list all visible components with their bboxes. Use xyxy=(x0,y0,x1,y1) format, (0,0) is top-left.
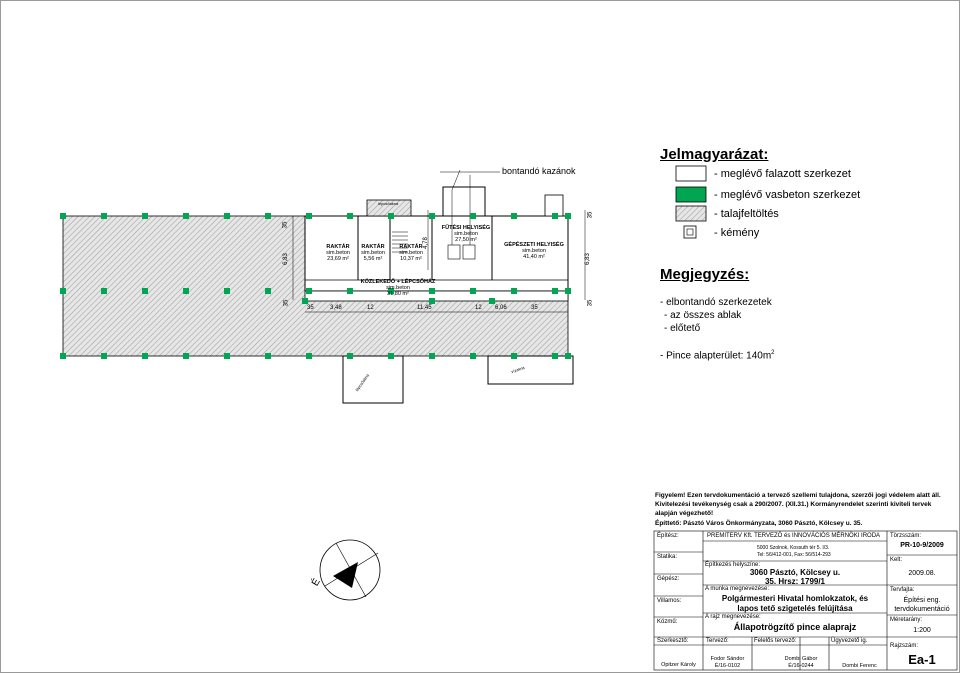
note-area-sup: 2 xyxy=(771,350,775,356)
room-name: RAKTÁR xyxy=(361,244,385,250)
room-area: 23,69 m² xyxy=(327,256,349,262)
concrete-column xyxy=(302,298,308,304)
dim-h-6: 35 xyxy=(531,305,538,311)
concrete-column xyxy=(101,213,107,219)
dim-v-1: 6,83 xyxy=(282,253,289,265)
room-floor: sim.beton xyxy=(326,250,350,256)
room-floor: sim.beton xyxy=(454,231,478,237)
tb-drawing-label: A rajz megnevezése: xyxy=(705,614,761,620)
legend-swatch-masonry xyxy=(676,166,706,181)
concrete-column xyxy=(429,353,435,359)
concrete-column xyxy=(224,213,230,219)
note-line-1: - elbontandó szerkezetek xyxy=(660,297,772,308)
tb-kelt-label: Kelt: xyxy=(890,557,903,563)
concrete-column xyxy=(429,213,435,219)
dim-h-3: 11,45 xyxy=(417,305,432,311)
legend-item-backfill: - talajfeltöltés xyxy=(714,208,779,220)
concrete-column xyxy=(142,353,148,359)
tb-meretarany: 1:200 xyxy=(913,627,931,634)
north-arrow xyxy=(320,540,380,600)
concrete-column xyxy=(388,353,394,359)
concrete-column xyxy=(183,353,189,359)
concrete-column xyxy=(60,213,66,219)
label-water-shaft: vízakna xyxy=(510,364,526,375)
tb-name-editor: Opitzer Károly xyxy=(661,662,696,668)
chimney-block xyxy=(545,195,563,216)
warning-line-1: Figyelem! Ezen tervdokumentáció a tervező szellemi tulajdona, szerzői jogi védelem alatt áll. xyxy=(655,492,941,499)
room-floor: sim.beton xyxy=(386,285,410,291)
concrete-column xyxy=(101,288,107,294)
room-floor: sim.beton xyxy=(399,250,423,256)
concrete-column xyxy=(101,353,107,359)
tb-office: PREMITERV Kft. TERVEZŐ és INNOVÁCIÓS MÉRNÖKI IRODA xyxy=(707,533,881,539)
light-well-left xyxy=(343,356,403,403)
room-gepeszeti xyxy=(500,242,568,260)
room-name: RAKTÁR xyxy=(399,244,423,250)
concrete-column xyxy=(429,298,435,304)
concrete-column xyxy=(470,213,476,219)
tb-role-designer: Tervező: xyxy=(706,638,729,644)
concrete-column xyxy=(265,288,271,294)
tb-tervfajta-label: Tervfajta: xyxy=(890,587,915,593)
concrete-column xyxy=(347,353,353,359)
concrete-column xyxy=(183,213,189,219)
warning-line-2: Kivitelezési tevékenység csak a 290/2007. (XII.31.) Kormányrendelet szerinti kiviteli tervek xyxy=(655,501,932,508)
builder-line: Építtető: Pásztó Város Önkormányzata, 3060 Pásztó, Kölcsey u. 35. xyxy=(655,520,863,527)
room-area: 27,50 m² xyxy=(455,237,477,243)
tb-kelt: 2009.08. xyxy=(908,570,936,577)
concrete-column xyxy=(388,213,394,219)
dim-h-4: 12 xyxy=(475,305,482,311)
room-area: 5,56 m² xyxy=(363,256,383,262)
room-floor: sim.beton xyxy=(522,248,546,254)
note-line-3: - előtető xyxy=(664,323,701,334)
warning-line-3: alapján végezhető! xyxy=(655,510,714,517)
legend-item-chimney: - kémény xyxy=(714,227,760,239)
concrete-column xyxy=(552,353,558,359)
tb-work-1: Polgármesteri Hivatal homlokzatok, és xyxy=(721,594,869,603)
tb-torzsszam-label: Törzsszám: xyxy=(890,533,922,539)
tb-site-label: Építkezés helyszíne: xyxy=(705,562,761,568)
room-raktar-1 xyxy=(320,244,356,262)
tb-torzsszam: PR-10-9/2009 xyxy=(900,542,944,549)
concrete-column xyxy=(565,288,571,294)
north-label: É xyxy=(309,576,323,589)
tb-code-designer: É/16-0102 xyxy=(714,663,741,669)
tb-tervfajta-2: tervdokumentáció xyxy=(894,606,950,613)
concrete-column xyxy=(224,353,230,359)
concrete-column xyxy=(511,353,517,359)
tb-office-addr-2: Tel: 56/412-001, Fax: 56/514-293 xyxy=(757,552,831,558)
concrete-column xyxy=(347,288,353,294)
dim-v-3: 4,78 xyxy=(422,237,429,249)
room-name: GÉPÉSZETI HELYISÉG xyxy=(504,242,564,248)
tb-role-statics: Statika: xyxy=(657,554,678,560)
note-area-text: - Pince alapterület: 140m xyxy=(660,350,772,362)
light-well-right xyxy=(488,356,573,384)
tb-name-designer: Fodor Sándor xyxy=(710,656,745,662)
concrete-column xyxy=(552,288,558,294)
concrete-column xyxy=(306,288,312,294)
concrete-column xyxy=(306,353,312,359)
room-name: FŰTÉSI HELYISÉG xyxy=(441,225,491,231)
tb-role-electrical: Villamos: xyxy=(657,598,682,604)
note-line-2: - az összes ablak xyxy=(664,310,742,321)
tb-role-mechanical: Gépész: xyxy=(657,576,680,582)
dim-h-5: 6,06 xyxy=(495,305,507,311)
room-area: 41,40 m² xyxy=(523,254,545,260)
boiler-room-top xyxy=(443,187,485,216)
concrete-column xyxy=(552,213,558,219)
tb-name-director: Dombi Ferenc xyxy=(842,663,877,669)
dim-h-2: 12 xyxy=(367,305,374,311)
tb-work-label: A munka megnevezése: xyxy=(705,586,770,592)
legend-swatch-concrete xyxy=(676,187,706,202)
room-raktar-2 xyxy=(358,244,388,262)
tb-role-director: Ügyvezető ig. xyxy=(831,638,868,644)
concrete-column xyxy=(60,288,66,294)
label-stair-shaft-bottom: lépcsőakna xyxy=(354,372,370,393)
notes-title: Megjegyzés: xyxy=(660,266,750,283)
dim-v-4: 35 xyxy=(587,211,594,219)
room-floor: sim.beton xyxy=(361,250,385,256)
concrete-column xyxy=(265,353,271,359)
tb-office-addr-1: 5000 Szolnok, Kossuth tér 5. I/3. xyxy=(757,545,830,551)
room-kozlekedo xyxy=(358,279,438,297)
concrete-column xyxy=(306,213,312,219)
tb-site-1: 3060 Pásztó, Kölcsey u. xyxy=(749,568,841,577)
tb-role-resp-designer: Felelős tervező: xyxy=(754,638,797,644)
label-stair-shaft-top: lépcsőakna xyxy=(378,201,399,206)
concrete-column xyxy=(142,288,148,294)
room-name: RAKTÁR xyxy=(326,244,350,250)
legend-item-concrete: - meglévő vasbeton szerkezet xyxy=(714,189,861,201)
concrete-column xyxy=(142,213,148,219)
top-label: bontandó kazánok xyxy=(502,166,576,176)
dim-v-6: 35 xyxy=(587,299,594,307)
tb-drawing-name: Állapotrögzítő pince alaprajz xyxy=(733,622,857,632)
concrete-column xyxy=(511,288,517,294)
tb-role-editor: Szerkesztő: xyxy=(657,638,689,644)
concrete-column xyxy=(265,213,271,219)
concrete-column xyxy=(60,353,66,359)
room-futesi xyxy=(440,225,492,243)
concrete-column xyxy=(489,298,495,304)
concrete-column xyxy=(470,288,476,294)
tb-rajzszam: Ea-1 xyxy=(908,652,936,667)
tb-role-architect: Építész: xyxy=(657,533,679,539)
concrete-column xyxy=(347,213,353,219)
room-name: KÖZLEKEDŐ + LÉPCSŐHÁZ xyxy=(360,279,436,285)
dim-v-0: 35 xyxy=(282,221,289,229)
dim-h-0: 35 xyxy=(307,305,314,311)
tb-rajzszam-label: Rajzszám: xyxy=(890,643,919,649)
concrete-column xyxy=(565,213,571,219)
dim-v-5: 6,83 xyxy=(584,253,591,265)
legend-title: Jelmagyarázat: xyxy=(660,146,769,163)
concrete-column xyxy=(183,288,189,294)
tb-meretarany-label: Méretarány: xyxy=(890,617,923,623)
concrete-column xyxy=(565,353,571,359)
concrete-column xyxy=(511,213,517,219)
tb-tervfajta-1: Építési eng. xyxy=(903,597,941,604)
dim-v-2: 35 xyxy=(283,299,290,307)
tb-role-utilities: Közmű: xyxy=(657,619,678,625)
concrete-column xyxy=(224,288,230,294)
note-area xyxy=(660,350,775,361)
dim-h-1: 3,48 xyxy=(330,305,342,311)
tb-code-resp-designer: É/16-0244 xyxy=(788,663,814,669)
tb-site-2: 35. Hrsz: 1799/1 xyxy=(764,577,826,586)
concrete-column xyxy=(470,353,476,359)
warning-block xyxy=(655,491,955,518)
tb-name-resp-designer: Dombi Gábor xyxy=(784,656,818,662)
legend-item-masonry: - meglévő falazott szerkezet xyxy=(714,168,851,180)
tb-work-2: lapos tető szigetelés felújítása xyxy=(737,604,853,613)
legend-swatch-backfill xyxy=(676,206,706,221)
room-area: 10,37 m² xyxy=(400,256,422,262)
room-area: 31,80 m² xyxy=(387,291,409,297)
